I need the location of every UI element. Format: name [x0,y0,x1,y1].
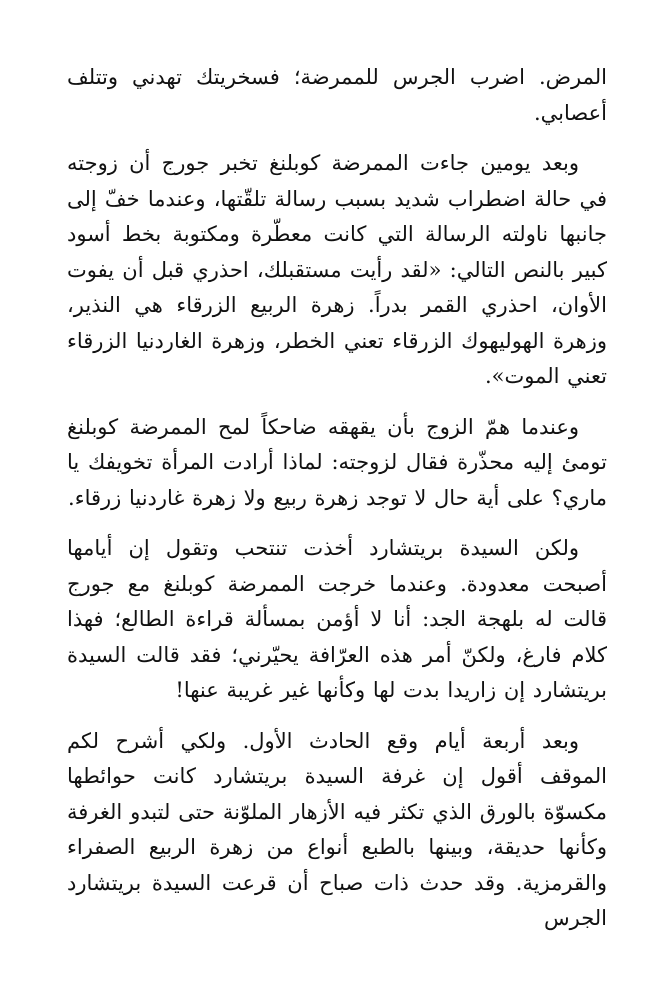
paragraph-4: ولكن السيدة بريتشارد أخذت تنتحب وتقول إن أيامها أصبحت معدودة. وعندما خرجت الممرضة كوبلنغ مع جورج قالت له بلهجة الجد: أنا لا أؤمن بمسألة قراءة الطالع؛ فهذا كلام فارغ، ولكنّ أمر هذه العرّافة يحيّرني؛ فقد قالت السيدة بريتشارد إن زاريدا بدت لها وكأنها غير غريبة عنها! [67,536,607,702]
paragraph-5: وبعد أربعة أيام وقع الحادث الأول. ولكي أشرح لكم الموقف أقول إن غرفة السيدة بريتشارد كانت حوائطها مكسوّة بالورق الذي تكثر فيه الأزهار الملوّنة حتى لتبدو الغرفة وكأنها حديقة، وبينها بالطبع أنواع من زهرة الربيع الصفراء والقرمزية. وقد حدث ذات صباح أن قرعت السيدة بريتشارد الجرس [67,728,607,930]
paragraph-1: المرض. اضرب الجرس للممرضة؛ فسخريتك تهدني وتتلف أعصابي. [67,65,607,125]
paragraph-3: وعندما همّ الزوج بأن يقهقه ضاحكاً لمح الممرضة كوبلنغ تومئ إليه محذّرة فقال لزوجته: لماذا أرادت المرأة تخويفك يا ماري؟ على أية حال لا توجد زهرة ربيع ولا زهرة غاردنيا زرقاء. [67,414,607,510]
document-page [67,60,607,952]
paragraph-2: وبعد يومين جاءت الممرضة كوبلنغ تخبر جورج أن زوجته في حالة اضطراب شديد بسبب رسالة تلقّتها، وعندما خفّ إلى جانبها ناولته الرسالة التي كانت معطّرة ومكتوبة بخط أسود كبير بالنص التالي: «لقد رأيت مستقبلك، احذري قبل أن يفوت الأوان، احذري القمر بدراً. زهرة الربيع الزرقاء هي النذير، وزهرة الهوليهوك الزرقاء تعني الخطر، وزهرة الغاردنيا الزرقاء تعني الموت». [67,151,607,388]
